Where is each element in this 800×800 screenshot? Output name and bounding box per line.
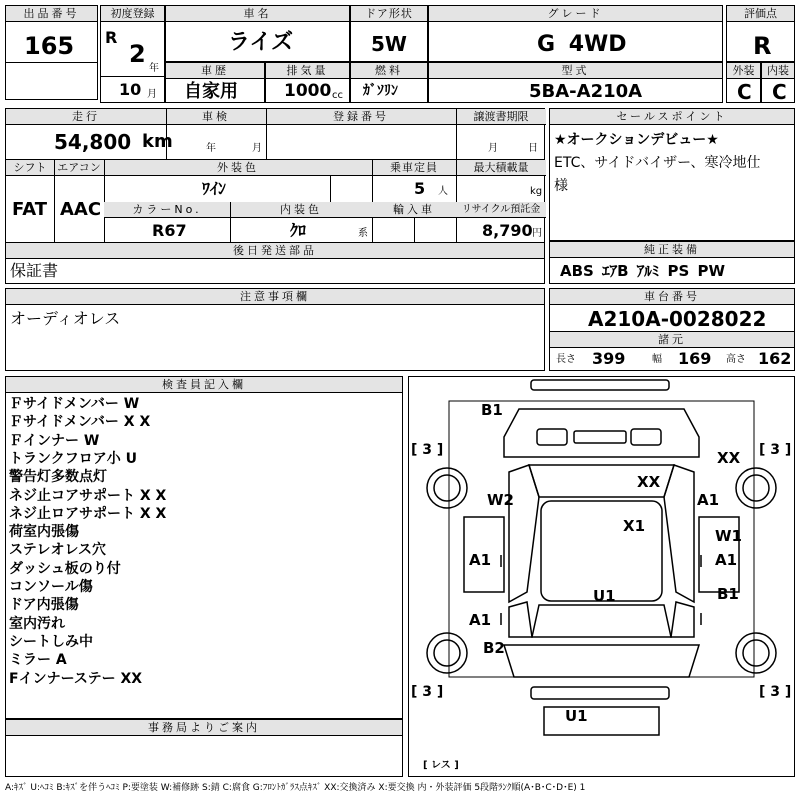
length-label: 長さ bbox=[556, 354, 576, 365]
rear-bumper-shape bbox=[531, 687, 669, 699]
import-label: 輸入車 bbox=[372, 202, 456, 218]
int-label: 内装 bbox=[762, 63, 794, 79]
month-unit: 月 bbox=[147, 89, 157, 100]
transfer-label: 譲渡書期限 bbox=[456, 109, 546, 125]
int-value: C bbox=[772, 80, 787, 104]
inspector-line: コンソール傷 bbox=[9, 579, 93, 595]
inspector-line: ドア内張傷 bbox=[9, 597, 79, 614]
fuel-cell bbox=[350, 62, 428, 103]
name-label: 車名 bbox=[166, 6, 349, 22]
height-label: 高さ bbox=[726, 354, 746, 365]
rear-plate-area bbox=[544, 707, 659, 735]
headlight-left bbox=[537, 429, 567, 445]
damage-mark: U1 bbox=[593, 587, 616, 605]
equipment-value: ABS ｴｱB ｱﾙﾐ PS PW bbox=[560, 262, 726, 280]
capacity-value: 5 bbox=[414, 179, 426, 198]
regno-label: 登録番号 bbox=[266, 109, 456, 125]
inspector-line: 室内汚れ bbox=[9, 615, 65, 632]
inspector-line: トランクフロア小 U bbox=[9, 450, 137, 467]
chassis-box bbox=[549, 288, 795, 371]
grille-shape bbox=[574, 431, 626, 443]
car-diagram-svg bbox=[409, 377, 794, 776]
lot-label: 出品番号 bbox=[6, 6, 97, 22]
capacity-unit: 人 bbox=[438, 186, 448, 197]
lot-value: 165 bbox=[24, 32, 75, 60]
inspector-line: ミラー A bbox=[9, 652, 67, 669]
notes-value: オーディオレス bbox=[10, 309, 121, 328]
year-value: 2 bbox=[129, 40, 146, 68]
color-value: ﾜｲﾝ bbox=[202, 179, 227, 198]
width-value: 169 bbox=[678, 349, 712, 368]
damage-mark: A1 bbox=[697, 491, 720, 509]
recycle-unit: 円 bbox=[532, 228, 542, 239]
score-cell bbox=[726, 5, 795, 62]
model-value: 5BA-A210A bbox=[529, 81, 643, 102]
model-cell bbox=[428, 62, 723, 103]
color-label: 外装色 bbox=[104, 160, 372, 176]
car-diagram bbox=[408, 376, 795, 777]
wheel-front-left bbox=[427, 468, 467, 508]
interior-color-label: 内装色 bbox=[230, 202, 372, 218]
roof-shape bbox=[541, 501, 662, 601]
inspector-line: 荷室内張傷 bbox=[9, 524, 79, 541]
name-value: ライズ bbox=[228, 30, 294, 55]
interior-score-cell bbox=[761, 62, 795, 103]
sales-point-label: セールスポイント bbox=[550, 109, 794, 125]
grade-cell bbox=[428, 5, 723, 62]
inspector-line: Ｆサイドメンバー W bbox=[9, 396, 140, 412]
fuel-label: 燃料 bbox=[351, 63, 427, 79]
lot-cell bbox=[5, 5, 98, 100]
shift-label: シフト bbox=[6, 160, 54, 176]
corner-tr-label: [ 3 ] bbox=[759, 442, 792, 458]
inspector-line: シートしみ中 bbox=[9, 633, 93, 650]
insp-year-unit: 年 bbox=[206, 143, 216, 154]
reg-label: 初度登録 bbox=[101, 6, 164, 22]
shift-value: FAT bbox=[12, 199, 48, 220]
wheel-rear-right bbox=[736, 633, 776, 673]
damage-mark: A1 bbox=[715, 551, 738, 569]
ac-value: AAC bbox=[60, 199, 102, 220]
score-value: R bbox=[753, 32, 772, 60]
corner-bl-label: [ 3 ] bbox=[411, 684, 444, 700]
sales-line: ETC、サイドバイザー、寒冷地仕 bbox=[554, 155, 761, 171]
rear-window-shape bbox=[532, 605, 671, 637]
width-label: 幅 bbox=[652, 354, 662, 365]
office-label: 事務局よりご案内 bbox=[6, 720, 402, 736]
later-parts-value: 保証書 bbox=[10, 261, 59, 280]
interior-color-value: ｸﾛ bbox=[290, 221, 307, 240]
wheel-front-right bbox=[736, 468, 776, 508]
door-label: ドア形状 bbox=[351, 6, 427, 22]
grade-value: G 4WD bbox=[537, 32, 627, 57]
load-unit: kg bbox=[530, 186, 543, 197]
later-parts-label: 後日発送部品 bbox=[6, 243, 544, 259]
left-front-door bbox=[509, 465, 539, 602]
height-value: 162 bbox=[758, 349, 792, 368]
disp-value: 1000 bbox=[284, 81, 332, 101]
door-cell bbox=[350, 5, 428, 62]
insp-month-unit: 月 bbox=[252, 143, 262, 154]
sales-point-box bbox=[549, 108, 795, 241]
inspector-line: ネジ止ロアサポート X X bbox=[9, 505, 167, 522]
equipment-label: 純正装備 bbox=[550, 242, 794, 258]
notes-label: 注意事項欄 bbox=[6, 289, 544, 305]
year-unit: 年 bbox=[149, 63, 159, 74]
history-label: 車歴 bbox=[166, 63, 264, 79]
front-hood-shape bbox=[504, 409, 699, 457]
les-label: [ レス ] bbox=[423, 760, 459, 771]
notes-box bbox=[5, 288, 545, 371]
mileage-value: 54,800 bbox=[54, 130, 132, 154]
colorno-value: R67 bbox=[152, 221, 187, 240]
dims-label: 諸元 bbox=[550, 331, 794, 348]
inspector-line: 警告灯多数点灯 bbox=[9, 469, 107, 486]
first-registration-cell bbox=[100, 5, 165, 103]
score-label: 評価点 bbox=[727, 6, 794, 22]
length-value: 399 bbox=[592, 349, 626, 368]
corner-tl-label: [ 3 ] bbox=[411, 442, 444, 458]
inspector-line: Ｆインナー W bbox=[9, 432, 100, 449]
disp-label: 排気量 bbox=[266, 63, 349, 79]
inspector-line: ダッシュ板のり付 bbox=[9, 560, 121, 577]
right-rear-door bbox=[671, 602, 694, 637]
history-value: 自家用 bbox=[184, 81, 238, 102]
damage-mark: A1 bbox=[469, 551, 492, 569]
ext-label: 外装 bbox=[727, 63, 760, 79]
spec-grid bbox=[5, 108, 545, 284]
chassis-label: 車台番号 bbox=[550, 289, 794, 305]
transfer-month-unit: 月 bbox=[488, 143, 498, 154]
damage-mark: XX bbox=[717, 449, 741, 467]
damage-mark: W1 bbox=[715, 527, 742, 545]
damage-mark: U1 bbox=[565, 707, 588, 725]
damage-mark: XX bbox=[637, 473, 661, 491]
equipment-box bbox=[549, 241, 795, 284]
inspector-label: 検査員記入欄 bbox=[6, 377, 402, 393]
damage-mark: W2 bbox=[487, 491, 514, 509]
rear-gate-shape bbox=[504, 645, 699, 677]
inspection-label: 車検 bbox=[166, 109, 266, 125]
office-box bbox=[5, 719, 403, 777]
left-rear-door bbox=[509, 602, 532, 637]
inspector-line: ステレオレス穴 bbox=[9, 542, 107, 559]
grade-label: グレード bbox=[429, 6, 722, 22]
damage-mark: X1 bbox=[623, 517, 646, 535]
inspector-line: Fインナーステー XX bbox=[9, 670, 143, 687]
inspector-line: ネジ止コアサポート X X bbox=[9, 487, 167, 504]
sales-line: ★オークションデビュー★ bbox=[554, 132, 719, 148]
exterior-score-cell bbox=[726, 62, 761, 103]
name-cell bbox=[165, 5, 350, 62]
ac-label: エアコン bbox=[54, 160, 104, 176]
ext-value: C bbox=[737, 80, 752, 104]
front-bumper-shape bbox=[531, 380, 669, 390]
model-label: 型式 bbox=[429, 63, 722, 79]
era-value: R bbox=[105, 28, 118, 47]
wheel-rear-left bbox=[427, 633, 467, 673]
disp-unit: cc bbox=[332, 90, 343, 101]
damage-mark: A1 bbox=[469, 611, 492, 629]
damage-mark: B2 bbox=[483, 639, 505, 657]
headlight-right bbox=[631, 429, 661, 445]
fuel-value: ｶﾞｿﾘﾝ bbox=[363, 83, 398, 99]
legend-footer: A:ｷｽﾞ U:ﾍｺﾐ B:ｷｽﾞを伴うﾍｺﾐ P:要塗装 W:補修跡 S:錆 C:腐食 G:ﾌﾛﾝﾄｶﾞﾗｽ点ｷｽﾞ XX:交換済み X:要交換 内・外装評価 5段階ﾗﾝｸ順(A･B･C･D･E) 1 bbox=[5, 783, 586, 793]
history-cell bbox=[165, 62, 265, 103]
recycle-value: 8,790 bbox=[482, 221, 533, 240]
mileage-label: 走行 bbox=[6, 109, 166, 125]
door-value: 5W bbox=[371, 32, 407, 56]
recycle-label: リサイクル預託金 bbox=[456, 202, 546, 218]
month-value: 10 bbox=[119, 80, 142, 99]
colorno-label: カラーNo. bbox=[104, 202, 230, 218]
inspector-line: Ｆサイドメンバー X X bbox=[9, 414, 151, 431]
displacement-cell bbox=[265, 62, 350, 103]
chassis-value: A210A-0028022 bbox=[588, 307, 767, 331]
damage-mark: B1 bbox=[717, 585, 739, 603]
transfer-day-unit: 日 bbox=[528, 143, 538, 154]
interior-color-unit: 系 bbox=[358, 228, 368, 239]
inspector-box bbox=[5, 376, 403, 719]
corner-br-label: [ 3 ] bbox=[759, 684, 792, 700]
sales-line: 様 bbox=[554, 178, 568, 194]
mileage-unit: km bbox=[142, 131, 173, 152]
damage-mark: B1 bbox=[481, 401, 503, 419]
right-front-door bbox=[664, 465, 694, 602]
capacity-label: 乗車定員 bbox=[372, 160, 456, 176]
load-label: 最大積載量 bbox=[456, 160, 546, 176]
